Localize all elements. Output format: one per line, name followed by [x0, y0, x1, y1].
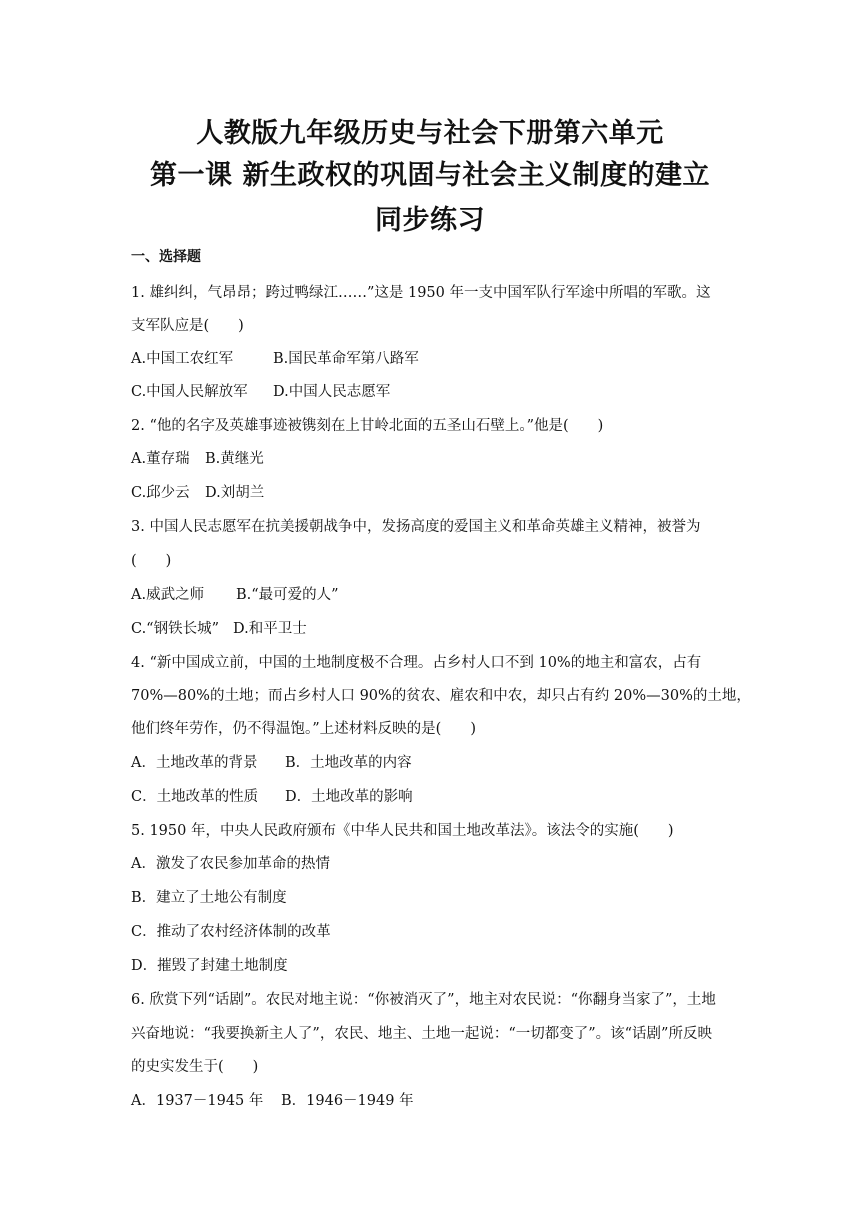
question-1-option-d: D.中国人民志愿军 [273, 384, 391, 400]
question-5-option-d: D．摧毁了封建土地制度 [131, 958, 288, 974]
document-subtitle: 第一课 新生政权的巩固与社会主义制度的建立 [150, 160, 710, 191]
question-1-stem-line-2: 支军队应是( ) [131, 318, 244, 334]
question-3-option-c: C.“钢铁长城” [131, 621, 220, 637]
question-2-option-c: C.邱少云 [131, 485, 190, 501]
question-4-stem-line-1: 4. “新中国成立前，中国的土地制度极不合理。占乡村人口不到 10%的地主和富农，占有 [131, 655, 702, 671]
question-3-option-d: D.和平卫士 [233, 621, 307, 637]
question-6-stem-line-3: 的史实发生于( ) [131, 1059, 259, 1075]
question-1-option-a: A.中国工农红军 [131, 351, 234, 367]
question-2-option-d: D.刘胡兰 [205, 485, 265, 501]
question-1-option-b: B.国民革命军第八路军 [273, 351, 419, 367]
question-5-stem-line-1: 5. 1950 年，中央人民政府颁布《中华人民共和国土地改革法》。该法令的实施( ) [131, 823, 674, 839]
question-4-option-d: D．土地改革的影响 [285, 789, 413, 805]
question-2-option-b: B.黄继光 [205, 451, 264, 467]
question-2-stem-line-1: 2. “他的名字及英雄事迹被镌刻在上甘岭北面的五圣山石壁上。”他是( ) [131, 418, 604, 434]
question-3-stem-line-2: ( ) [131, 553, 172, 569]
question-6-option-a: A．1937－1945 年 [131, 1093, 264, 1109]
question-3-option-b: B.“最可爱的人” [236, 587, 339, 603]
question-4-stem-line-3: 他们终年劳作，仍不得温饱。”上述材料反映的是( ) [131, 721, 476, 737]
question-6-option-b: B．1946－1949 年 [281, 1093, 414, 1109]
question-5-option-b: B．建立了土地公有制度 [131, 890, 287, 906]
question-1-stem-line-1: 1. 雄纠纠，气昂昂；跨过鸭绿江……”这是 1950 年一支中国军队行军途中所唱的军歌。这 [131, 285, 711, 301]
question-1-option-c: C.中国人民解放军 [131, 384, 248, 400]
document-title: 人教版九年级历史与社会下册第六单元 [196, 118, 664, 149]
question-6-stem-line-2: 兴奋地说：“我要换新主人了”，农民、地主、土地一起说：“一切都变了”。该“话剧”所反映 [131, 1026, 712, 1042]
question-4-option-b: B．土地改革的内容 [285, 755, 412, 771]
question-6-stem-line-1: 6. 欣赏下列“话剧”。农民对地主说：“你被消灭了”，地主对农民说：“你翻身当家了”，土地 [131, 992, 716, 1008]
question-3-stem-line-1: 3. 中国人民志愿军在抗美援朝战争中，发扬高度的爱国主义和革命英雄主义精神，被誉为 [131, 519, 701, 535]
question-3-option-a: A.威武之师 [131, 587, 205, 603]
question-5-option-c: C．推动了农村经济体制的改革 [131, 924, 331, 940]
question-2-option-a: A.董存瑞 [131, 451, 190, 467]
question-4-option-a: A．土地改革的背景 [131, 755, 258, 771]
document-subtitle-practice: 同步练习 [375, 205, 485, 236]
question-5-option-a: A．激发了农民参加革命的热情 [131, 856, 330, 872]
question-4-option-c: C．土地改革的性质 [131, 789, 259, 805]
question-4-stem-line-2: 70%—80%的土地；而占乡村人口 90%的贫农、雇农和中农，却只占有约 20%—30%的土地， [131, 688, 751, 704]
section-heading: 一、选择题 [131, 249, 201, 265]
